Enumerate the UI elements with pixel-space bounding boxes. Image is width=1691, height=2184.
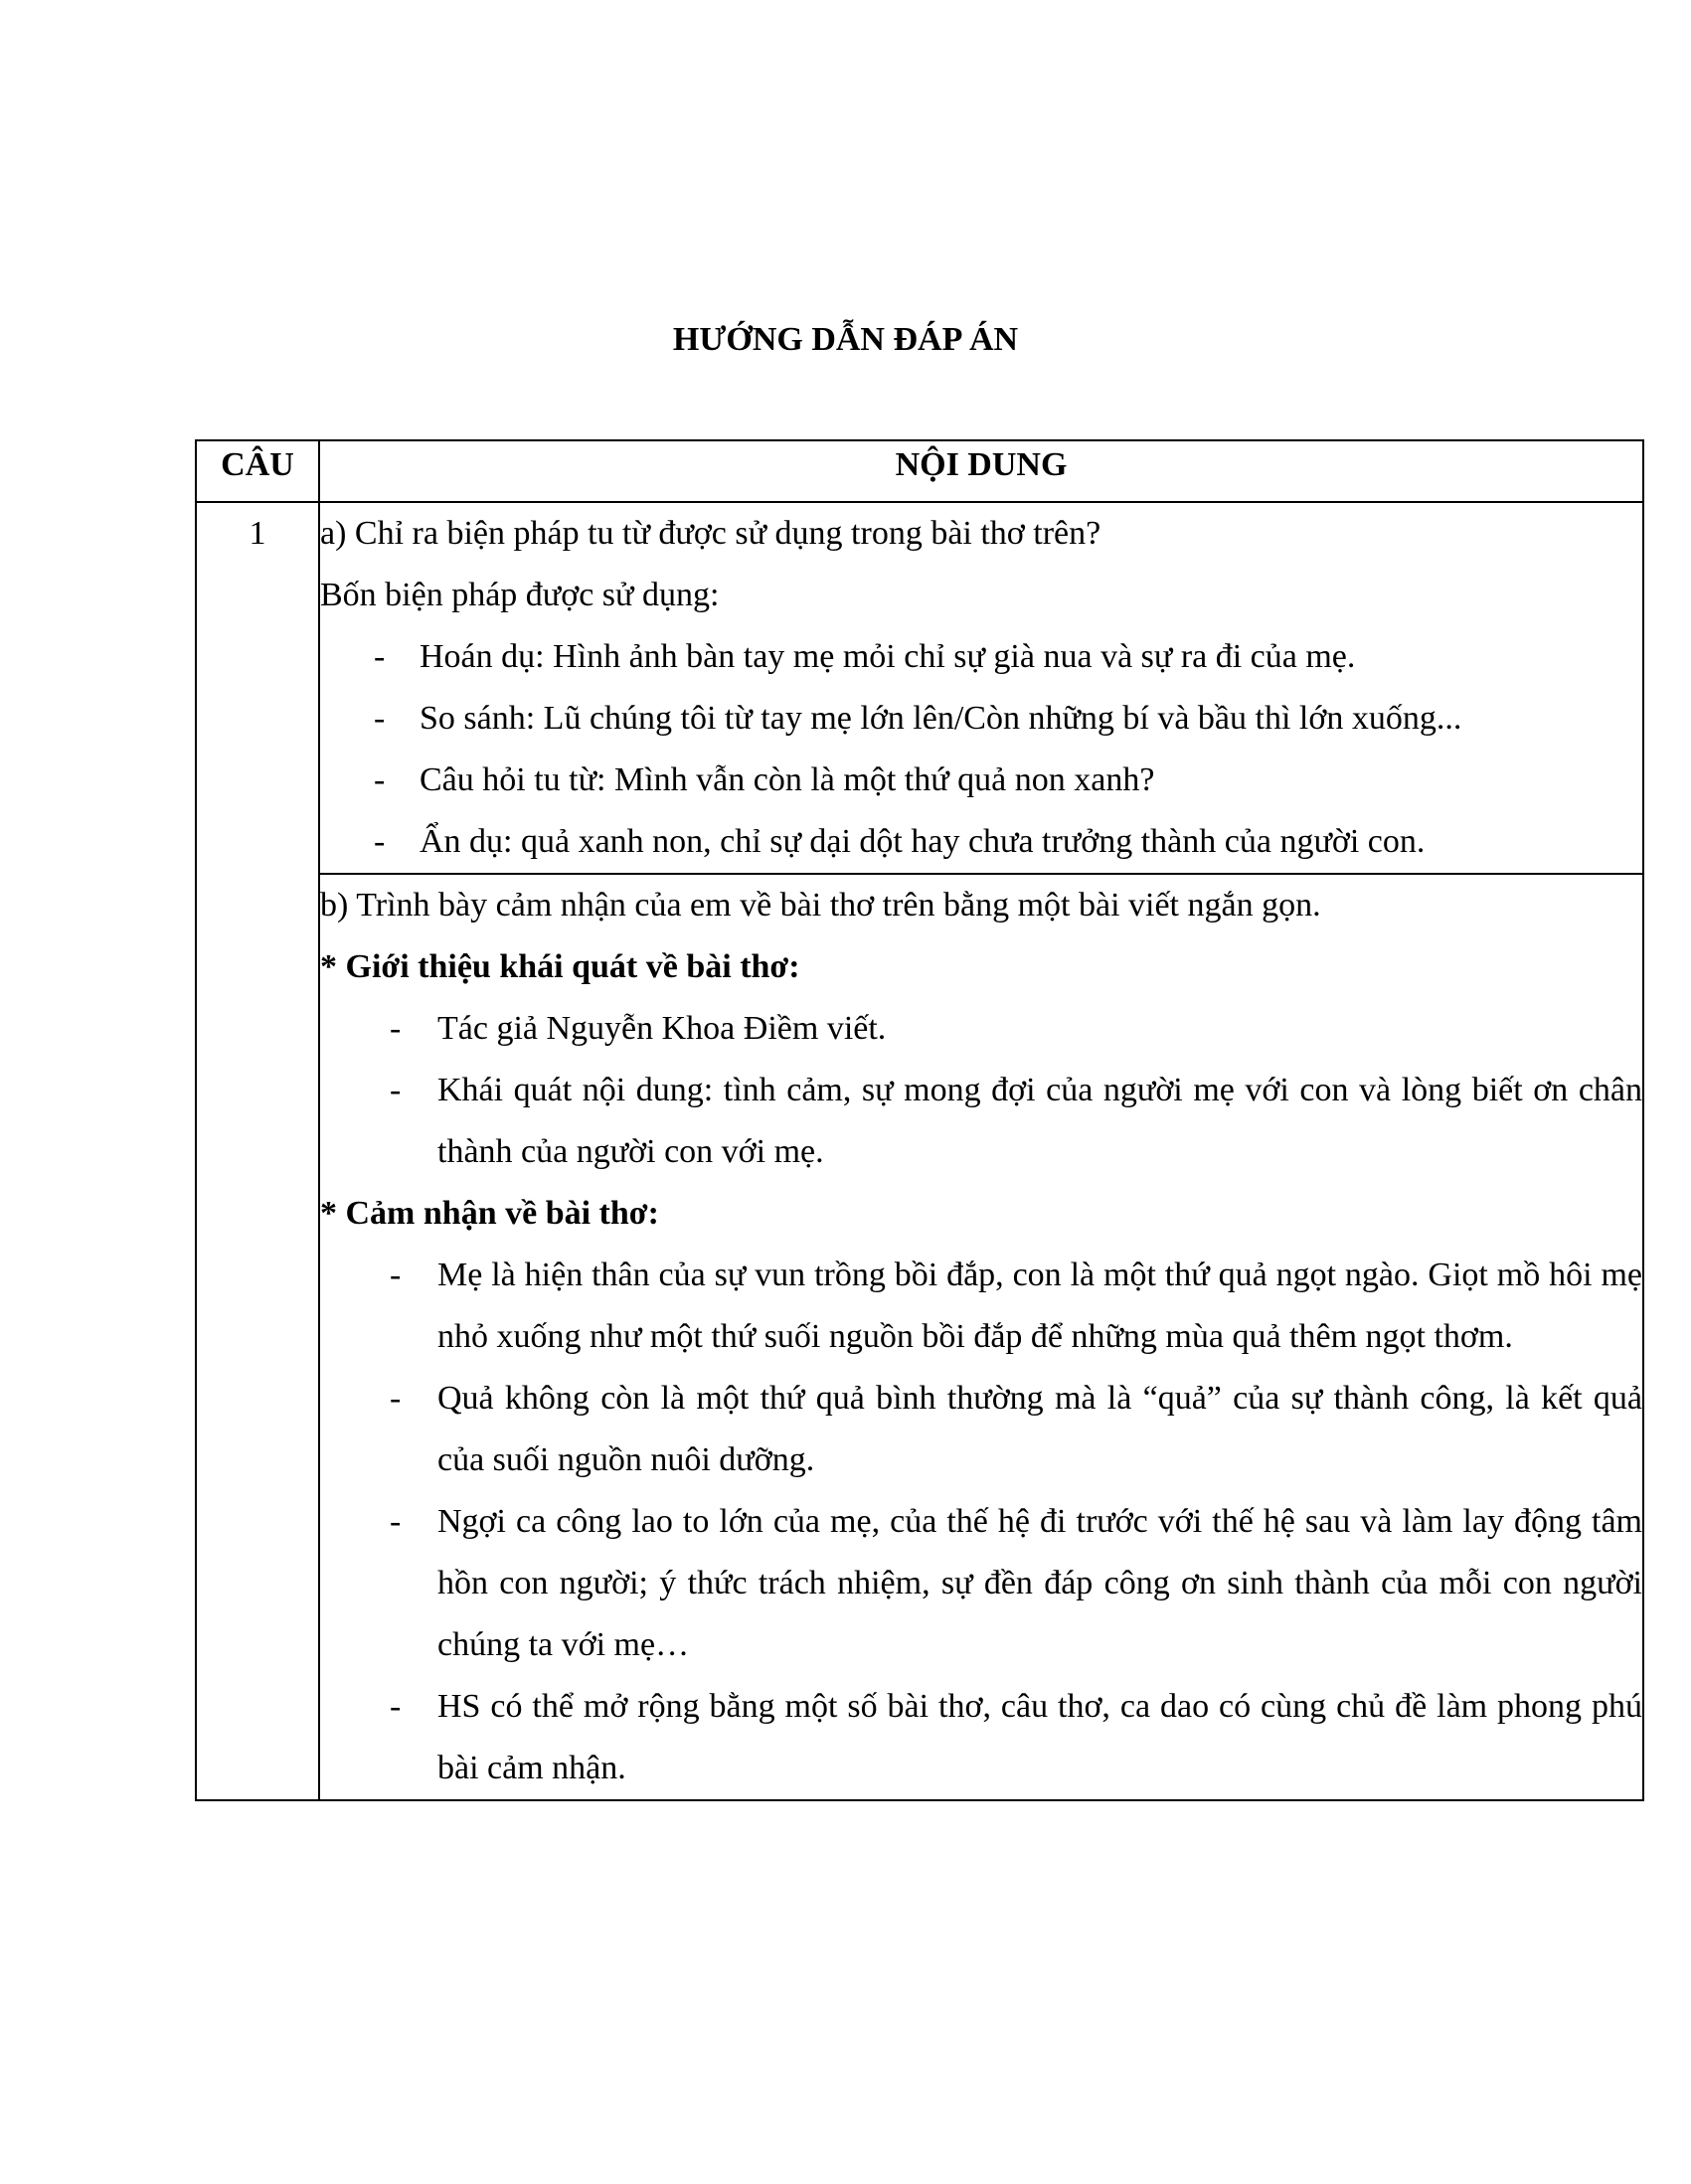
header-question: CÂU: [196, 440, 319, 502]
part-a-intro: Bốn biện pháp được sử dụng:: [320, 577, 720, 613]
question-number: 1: [196, 502, 319, 1800]
part-b-question: b) Trình bày cảm nhận của em về bài thơ trên bằng một bài viết ngắn gọn.: [320, 887, 1321, 924]
part-b-cell: [319, 874, 1643, 1800]
part-a-cell: [319, 502, 1643, 874]
part-a-question: a) Chỉ ra biện pháp tu từ được sử dụng trong bài thơ trên?: [320, 515, 1101, 552]
section-feelings-list: [320, 1245, 1642, 1799]
list-item: - Hoán dụ: Hình ảnh bàn tay mẹ mỏi chỉ sự già nua và sự ra đi của mẹ.: [320, 626, 1642, 688]
table-row-part-a: [196, 502, 1643, 874]
list-item: - Ẩn dụ: quả xanh non, chỉ sự dại dột hay chưa trưởng thành của người con.: [320, 811, 1642, 873]
list-item: - So sánh: Lũ chúng tôi từ tay mẹ lớn lên/Còn những bí và bầu thì lớn xuống...: [320, 688, 1642, 750]
part-a-list: [320, 626, 1642, 873]
header-content: NỘI DUNG: [319, 440, 1643, 502]
section-intro-list: [320, 998, 1642, 1183]
list-item: - HS có thể mở rộng bằng một số bài thơ, câu thơ, ca dao có cùng chủ đề làm phong phú bài cảm nhận.: [320, 1676, 1642, 1799]
list-item: - Câu hỏi tu từ: Mình vẫn còn là một thứ quả non xanh?: [320, 750, 1642, 811]
table-row-part-b: [196, 874, 1643, 1800]
table-header-row: [196, 440, 1643, 502]
list-item: - Khái quát nội dung: tình cảm, sự mong đợi của người mẹ với con và lòng biết ơn chân thành của người con với mẹ.: [320, 1060, 1642, 1183]
list-item: - Quả không còn là một thứ quả bình thường mà là “quả” của sự thành công, là kết quả của suối nguồn nuôi dưỡng.: [320, 1368, 1642, 1491]
list-item: - Tác giả Nguyễn Khoa Điềm viết.: [320, 998, 1642, 1060]
section-heading-feelings: * Cảm nhận về bài thơ:: [320, 1195, 659, 1232]
page-title: HƯỚNG DẪN ĐÁP ÁN: [672, 321, 1019, 358]
list-item: - Ngợi ca công lao to lớn của mẹ, của thế hệ đi trước với thế hệ sau và làm lay động tâm hồn con người; ý thức trách nhiệm, sự đền đáp công ơn sinh thành của mỗi con người chúng ta với mẹ…: [320, 1491, 1642, 1676]
section-heading-intro: * Giới thiệu khái quát về bài thơ:: [320, 948, 800, 985]
answer-table: [195, 439, 1644, 1801]
list-item: - Mẹ là hiện thân của sự vun trồng bồi đắp, con là một thứ quả ngọt ngào. Giọt mồ hôi mẹ nhỏ xuống như một thứ suối nguồn bồi đắp để những mùa quả thêm ngọt thơm.: [320, 1245, 1642, 1368]
